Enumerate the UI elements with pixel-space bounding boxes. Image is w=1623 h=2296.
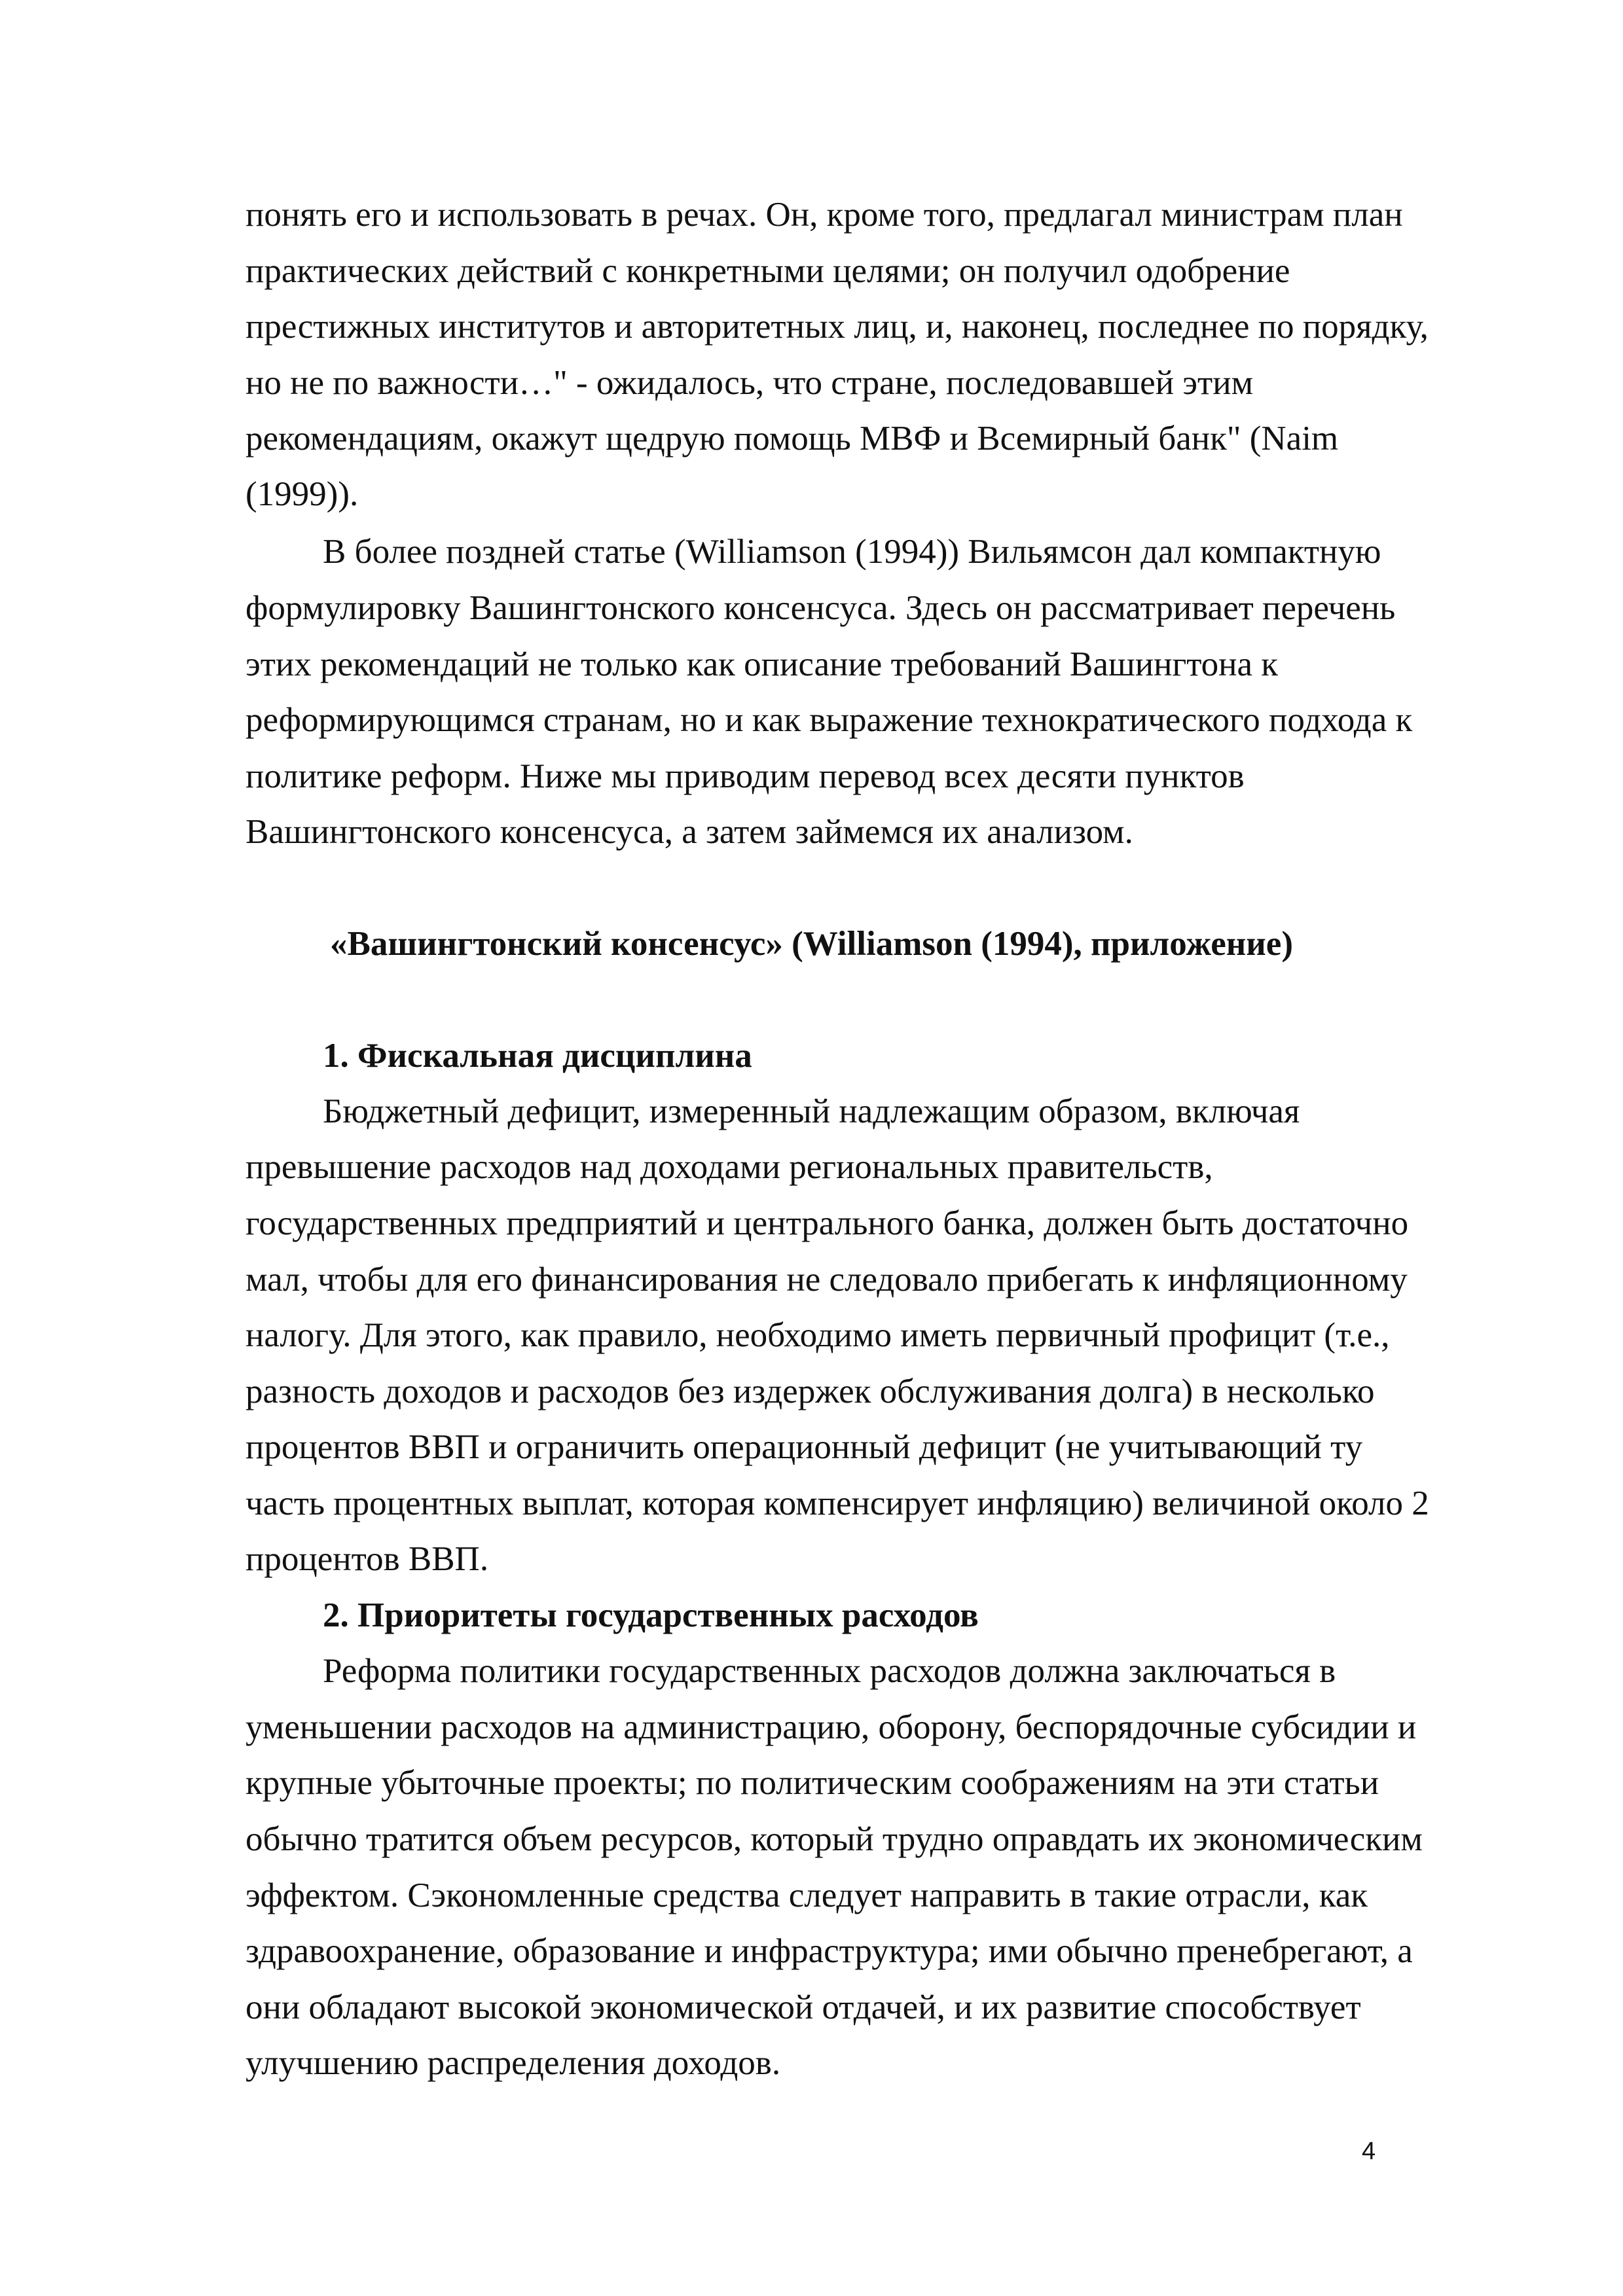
item2-line: они обладают высокой экономической отдачей, и их развитие способствует — [246, 1988, 1361, 2026]
williamson-line: этих рекомендаций не только как описание требований Вашингтона к — [246, 645, 1279, 683]
item1-line: процентов ВВП и ограничить операционный дефицит (не учитывающий ту — [246, 1428, 1363, 1466]
item2-line: здравоохранение, образование и инфраструктура; ими обычно пренебрегают, а — [246, 1932, 1413, 1970]
williamson-line: Вашингтонского консенсуса, а затем займемся их анализом. — [246, 813, 1133, 851]
item2-line: уменьшении расходов на администрацию, оборону, беспорядочные субсидии и — [246, 1708, 1417, 1746]
item1-line: процентов ВВП. — [246, 1540, 489, 1578]
williamson-line: В более поздней статье (Williamson (1994)) Вильямсон дал компактную — [323, 533, 1381, 571]
page-number: 4 — [1362, 2138, 1376, 2165]
item1-line: мал, чтобы для его финансирования не следовало прибегать к инфляционному — [246, 1261, 1408, 1299]
item1-line: превышение расходов над доходами региональных правительств, — [246, 1148, 1213, 1186]
williamson-line: политике реформ. Ниже мы приводим перевод всех десяти пунктов — [246, 757, 1245, 795]
intro-line: рекомендациям, окажут щедрую помощь МВФ и Всемирный банк" (Naim — [246, 420, 1339, 457]
intro-line: практических действий с конкретными целями; он получил одобрение — [246, 252, 1290, 290]
intro-line: престижных институтов и авторитетных лиц, и, наконец, последнее по порядку, — [246, 308, 1429, 346]
item1-line: разность доходов и расходов без издержек обслуживания долга) в несколько — [246, 1372, 1375, 1410]
intro-line: но не по важности…" - ожидалось, что стране, последовавшей этим — [246, 364, 1254, 402]
section-heading: «Вашингтонский консенсус» (Williamson (1994), приложение) — [330, 925, 1293, 963]
williamson-line: реформирующимся странам, но и как выражение технократического подхода к — [246, 701, 1413, 739]
item1-line: налогу. Для этого, как правило, необходимо иметь первичный профицит (т.е., — [246, 1316, 1390, 1354]
item1-line: государственных предприятий и центрального банка, должен быть достаточно — [246, 1204, 1409, 1242]
item2-line: крупные убыточные проекты; по политическим соображениям на эти статьи — [246, 1764, 1379, 1802]
item2-line: эффектом. Сэкономленные средства следует направить в такие отрасли, как — [246, 1876, 1368, 1914]
item1-line: часть процентных выплат, которая компенсирует инфляцию) величиной около 2 — [246, 1484, 1429, 1522]
item2-line: обычно тратится объем ресурсов, который трудно оправдать их экономическим — [246, 1820, 1423, 1858]
williamson-line: формулировку Вашингтонского консенсуса. Здесь он рассматривает перечень — [246, 589, 1396, 627]
item2-heading: 2. Приоритеты государственных расходов — [323, 1596, 979, 1634]
item1-line: Бюджетный дефицит, измеренный надлежащим образом, включая — [323, 1092, 1300, 1130]
item2-line: улучшению распределения доходов. — [246, 2044, 781, 2082]
intro-line: (1999)). — [246, 475, 359, 513]
item2-line: Реформа политики государственных расходов должна заключаться в — [323, 1652, 1336, 1690]
intro-line: понять его и использовать в речах. Он, кроме того, предлагал министрам план — [246, 196, 1403, 234]
item1-heading: 1. Фискальная дисциплина — [323, 1037, 752, 1075]
